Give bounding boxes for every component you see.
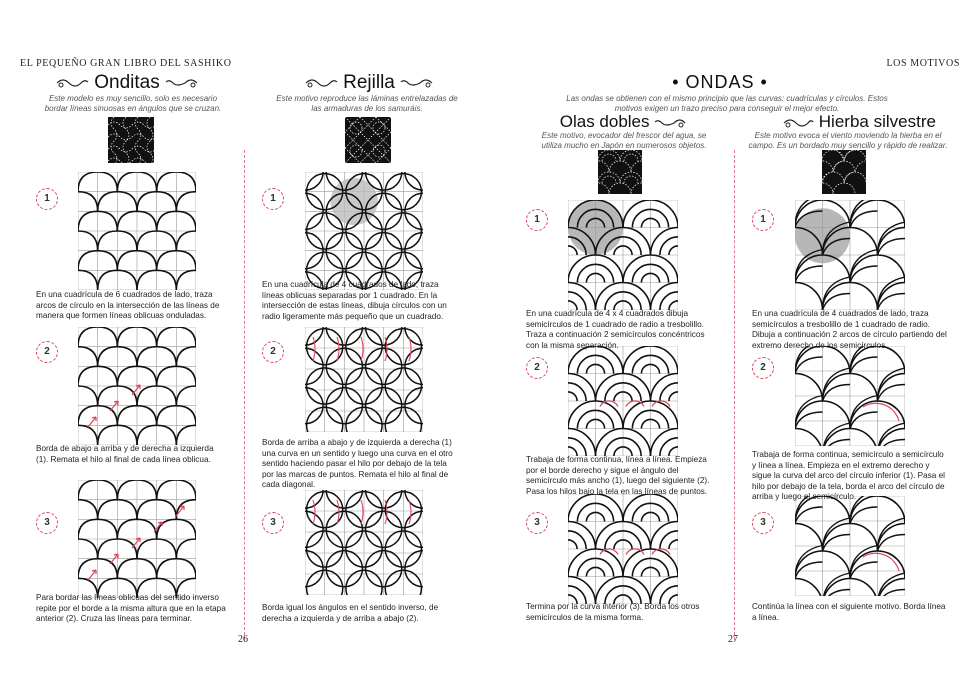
wave-semicircle — [651, 577, 679, 605]
wave-arc — [157, 425, 177, 445]
wave-arc — [137, 327, 157, 347]
wave-arc — [117, 251, 137, 271]
olas-step-1-badge: 1 — [526, 209, 548, 231]
wave-arc — [137, 270, 157, 290]
wave-arc — [137, 172, 157, 192]
wave-arc — [98, 559, 118, 579]
stitch-arrow — [313, 337, 315, 361]
wave-arc — [157, 172, 177, 192]
wave-arc — [157, 366, 177, 386]
wave-arc — [78, 347, 98, 367]
wave-semicircle — [669, 246, 678, 255]
wave-arc — [98, 500, 118, 520]
wave-arc — [98, 211, 118, 231]
wave-arc — [117, 347, 137, 367]
wave-arc — [98, 539, 118, 559]
wave-arc — [98, 172, 118, 192]
rejilla-stitch-pattern — [345, 117, 391, 163]
wave-arc — [78, 500, 98, 520]
wave-arc — [78, 172, 98, 192]
wave-arc — [117, 211, 137, 231]
olas-step-3-text: Termina por la curva interior (3). Borda los otros semicírculos de la misma forma. — [526, 602, 700, 622]
rejilla-step-2-badge: 2 — [262, 341, 284, 363]
wave-arc — [117, 406, 137, 426]
wave-arc — [157, 192, 177, 212]
olas-step-2-text: Trabaja de forma continua, línea a línea. Empieza por el borde derecho y sigue el ángulo del semicírculo más ancho (1), luego del siguiente (2). Pasa los hilos bajo la tela en las líneas de puntos. — [526, 455, 710, 496]
wave-arc — [78, 211, 98, 231]
rejilla-title — [264, 72, 474, 94]
olas-title — [528, 112, 718, 132]
stitch-arrow — [110, 401, 118, 411]
wave-arc — [78, 539, 98, 559]
column-divider — [244, 150, 245, 640]
wave-semicircle — [568, 246, 577, 255]
wave-arc — [117, 500, 137, 520]
ondas-subtitle: Las ondas se obtienen con el mismo principio que las curvas: cuadrículas y círculos. Estos motivos exigen un trazo preciso para conseguir el mejor efecto. — [566, 94, 888, 113]
onditas-title-text: Onditas — [94, 72, 160, 93]
wave-arc — [117, 386, 137, 406]
wave-semicircle — [669, 392, 678, 401]
flourish-left-icon — [304, 76, 338, 90]
wave-arc — [137, 559, 157, 579]
onditas-title — [22, 72, 232, 94]
wave-semicircle — [669, 540, 678, 549]
wave-arc — [176, 559, 196, 579]
hierba-sample-swatch — [822, 150, 866, 194]
onditas-sample-swatch — [108, 117, 154, 163]
rejilla-step-1-diagram — [305, 172, 423, 295]
olas-step-3-diagram — [568, 494, 678, 609]
grass-semicircle — [795, 283, 823, 310]
left-page-number: 26 — [238, 634, 248, 645]
rejilla-step-3-text: Borda igual los ángulos en el sentido inverso, de derecha a izquierda y de arriba a abajo (2). — [262, 603, 439, 623]
wave-arc — [117, 425, 137, 445]
wave-arc — [98, 425, 118, 445]
onditas-step-1-badge: 1 — [36, 188, 58, 210]
wave-arc — [176, 519, 196, 539]
wave-arc — [137, 251, 157, 271]
flourish-left-icon — [782, 116, 814, 130]
onditas-step-2-badge: 2 — [36, 341, 58, 363]
wave-arc — [117, 172, 137, 192]
onditas-step-2-text: Borda de abajo a arriba y de derecha a izquierda (1). Remata el hilo al final de cada línea oblicua. — [36, 444, 214, 464]
wave-arc — [117, 539, 137, 559]
wave-arc — [137, 425, 157, 445]
wave-arc — [98, 327, 118, 347]
onditas-step-3-text: Para bordar las líneas oblicuas del sentido inverso repite por el borde a la misma altura que en la etapa anterior (2). Cruza las líneas para terminar. — [36, 593, 226, 623]
hierba-step-3-diagram — [795, 496, 905, 601]
wave-arc — [157, 406, 177, 426]
wave-arc — [98, 251, 118, 271]
wave-arc — [176, 270, 196, 290]
wave-semicircle — [568, 577, 596, 604]
wave-arc — [137, 366, 157, 386]
hierba-step-1-badge: 1 — [752, 209, 774, 231]
stitch-arrow — [110, 554, 118, 564]
column-divider — [734, 150, 735, 640]
wave-arc — [176, 425, 196, 445]
wave-arc — [78, 406, 98, 426]
wave-semicircle — [568, 374, 596, 401]
rejilla-title-text: Rejilla — [343, 72, 395, 93]
wave-arc — [117, 231, 137, 251]
rejilla-step-2-text: Borda de arriba a abajo y de izquierda a derecha (1) una curva en un sentido y luego una curva en el otro sentido haciendo pasar el hilo por debajo de la tela por las marcas de puntos. Remata el hilo al final de cada diagonal. — [262, 438, 453, 489]
wave-arc — [98, 231, 118, 251]
wave-semicircle — [651, 228, 679, 256]
wave-arc — [117, 559, 137, 579]
olas-sample-swatch — [598, 150, 642, 194]
wave-arc — [176, 347, 196, 367]
wave-arc — [176, 386, 196, 406]
rejilla-step-1-badge: 1 — [262, 188, 284, 210]
rejilla-step-1-text: En una cuadrícula de 4 cuadrados de lado, traza líneas oblicuas separadas por 1 cuadrado. En la intersección de estas líneas, dibuja círculos con un radio ligeramente más pequeño que un cuadrado. — [262, 280, 447, 321]
wave-arc — [117, 480, 137, 500]
flourish-right-icon — [165, 76, 199, 90]
wave-arc — [98, 480, 118, 500]
stitch-arrow — [361, 500, 363, 524]
wave-arc — [117, 366, 137, 386]
wave-arc — [137, 347, 157, 367]
flourish-right-icon — [654, 116, 686, 130]
olas-stitch-pattern — [598, 150, 642, 194]
wave-arc — [117, 519, 137, 539]
wave-arc — [117, 327, 137, 347]
wave-arc — [78, 366, 98, 386]
wave-semicircle — [568, 283, 596, 310]
wave-arc — [137, 192, 157, 212]
wave-arc — [157, 559, 177, 579]
wave-arc — [176, 327, 196, 347]
hierba-step-3-badge: 3 — [752, 512, 774, 534]
stitch-arrow — [313, 500, 315, 524]
wave-arc — [176, 231, 196, 251]
flourish-right-icon — [400, 76, 434, 90]
grass-semicircle — [795, 579, 823, 596]
olas-step-3-badge: 3 — [526, 512, 548, 534]
wave-arc — [157, 251, 177, 271]
ondas-title: • ONDAS • — [672, 72, 768, 92]
wave-arc — [78, 251, 98, 271]
wave-arc — [98, 406, 118, 426]
onditas-step-3-badge: 3 — [36, 512, 58, 534]
stitch-arrow — [132, 385, 140, 395]
wave-arc — [176, 192, 196, 212]
olas-title-text: Olas dobles — [559, 112, 650, 131]
onditas-step-2-diagram — [78, 327, 196, 450]
right-page — [490, 0, 980, 700]
wave-arc — [78, 519, 98, 539]
wave-arc — [98, 347, 118, 367]
wave-arc — [78, 270, 98, 290]
wave-arc — [117, 270, 137, 290]
hierba-step-2-badge: 2 — [752, 357, 774, 379]
rejilla-subtitle: Este motivo reproduce las láminas entrelazadas de las armaduras de los samuráis. — [276, 94, 458, 113]
wave-arc — [117, 192, 137, 212]
wave-semicircle — [651, 374, 679, 402]
hierba-title-text: Hierba silvestre — [818, 112, 936, 131]
wave-semicircle — [651, 429, 679, 457]
wave-arc — [78, 192, 98, 212]
olas-step-1-text: En una cuadrícula de 4 x 4 cuadrados dibuja semicírculos de 1 cuadrado de radio a tresbolillo. Traza a continuación 2 semicírculos concéntricos con la misma separación. — [526, 309, 705, 350]
wave-semicircle — [651, 522, 679, 550]
onditas-step-1-text: En una cuadrícula de 6 cuadrados de lado, traza arcos de círculo en la intersección de las líneas de manera que formen líneas oblicuas onduladas. — [36, 290, 220, 320]
olas-step-1-diagram — [568, 200, 678, 315]
wave-arc — [78, 559, 98, 579]
wave-arc — [176, 251, 196, 271]
hierba-step-1-diagram — [795, 200, 905, 315]
wave-arc — [98, 192, 118, 212]
onditas-step-1-diagram — [78, 172, 196, 295]
section-header: LOS MOTIVOS — [886, 58, 960, 69]
hierba-step-2-text: Trabaja de forma continua, semicírculo a semicírculo y línea a línea. Empieza en el extremo derecho y sigue la curva del arco del círculo inferior (1). Pasa el hilo por debajo de la tela, borda el arco del círculo de arriba y luego el semicírculo. — [752, 450, 945, 501]
right-page-number: 27 — [728, 634, 738, 645]
wave-arc — [176, 539, 196, 559]
wave-arc — [78, 327, 98, 347]
wave-arc — [78, 480, 98, 500]
wave-arc — [137, 519, 157, 539]
olas-step-2-badge: 2 — [526, 357, 548, 379]
onditas-subtitle: Este modelo es muy sencillo, solo es necesario bordar líneas sinuosas en ángulos que se cruzan. — [44, 94, 222, 113]
wave-arc — [157, 211, 177, 231]
hierba-subtitle: Este motivo evoca el viento moviendo la hierba en el campo. Es un bordado muy sencillo y rápido de realizar. — [748, 131, 948, 150]
wave-arc — [157, 347, 177, 367]
hierba-step-1-text: En una cuadrícula de 4 cuadrados de lado, traza semicírculos a tresbolillo de 1 cuadrado de radio. Dibuja a continuación 2 arcos de círculo partiendo del extremo derecho de los semicírculos. — [752, 309, 947, 350]
olas-step-2-diagram — [568, 346, 678, 461]
wave-arc — [176, 172, 196, 192]
wave-arc — [157, 539, 177, 559]
hierba-step-3-text: Continúa la línea con el siguiente motivo. Borda línea a línea. — [752, 602, 946, 622]
wave-arc — [137, 211, 157, 231]
wave-semicircle — [651, 283, 679, 311]
wave-arc — [78, 425, 98, 445]
wave-semicircle — [568, 392, 577, 401]
wave-semicircle — [568, 522, 596, 549]
wave-arc — [137, 406, 157, 426]
wave-arc — [157, 386, 177, 406]
wave-arc — [176, 500, 196, 520]
grass-semicircle — [795, 429, 823, 446]
olas-subtitle: Este motivo, evocador del frescor del agua, se utiliza mucho en Japón en numerosos objetos. — [541, 131, 707, 150]
onditas-step-3-diagram — [78, 480, 196, 603]
wave-arc — [98, 366, 118, 386]
wave-arc — [176, 211, 196, 231]
rejilla-step-2-diagram — [305, 327, 423, 437]
wave-arc — [176, 480, 196, 500]
rejilla-step-3-badge: 3 — [262, 512, 284, 534]
rejilla-sample-swatch — [345, 117, 391, 163]
wave-arc — [137, 231, 157, 251]
book-title-header: EL PEQUEÑO GRAN LIBRO DEL SASHIKO — [20, 58, 232, 69]
wave-arc — [157, 231, 177, 251]
stitch-arrow — [132, 538, 140, 548]
wave-semicircle — [568, 429, 596, 456]
wave-arc — [157, 500, 177, 520]
wave-arc — [98, 386, 118, 406]
wave-arc — [176, 406, 196, 426]
rejilla-step-3-diagram — [305, 490, 423, 600]
wave-arc — [98, 270, 118, 290]
wave-arc — [137, 480, 157, 500]
wave-arc — [157, 270, 177, 290]
wave-arc — [78, 231, 98, 251]
wave-arc — [137, 500, 157, 520]
onditas-stitch-pattern — [108, 117, 154, 163]
hierba-stitch-pattern — [822, 150, 866, 194]
flourish-left-icon — [55, 76, 89, 90]
hierba-title — [754, 112, 964, 132]
wave-arc — [98, 519, 118, 539]
hierba-step-2-diagram — [795, 346, 905, 451]
wave-arc — [157, 480, 177, 500]
stitch-arrow — [361, 337, 363, 361]
wave-semicircle — [568, 540, 577, 549]
wave-arc — [176, 366, 196, 386]
wave-arc — [78, 386, 98, 406]
wave-arc — [157, 327, 177, 347]
